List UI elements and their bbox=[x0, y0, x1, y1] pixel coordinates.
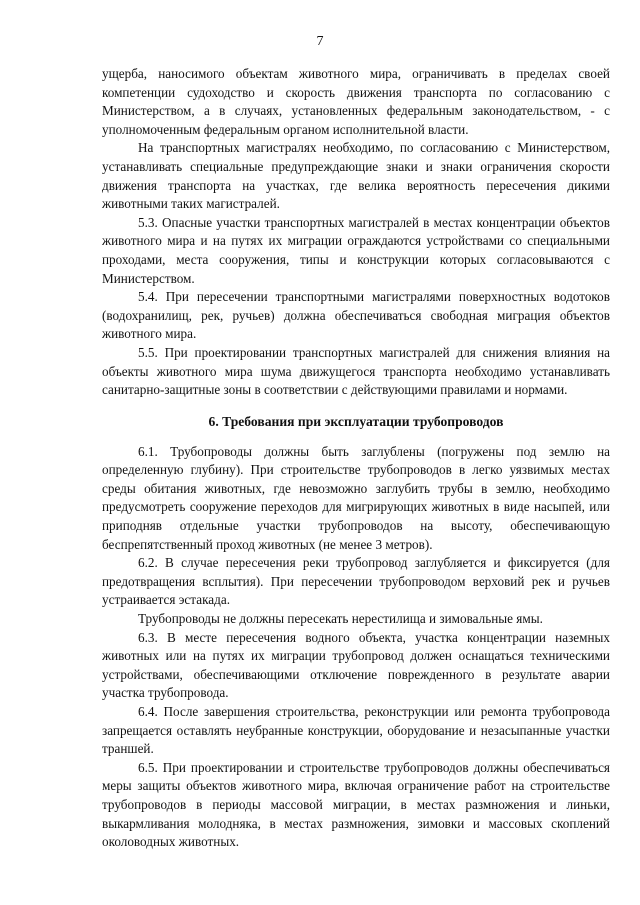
paragraph-6-2: 6.2. В случае пересечения реки трубопровод заглубляется и фиксируется (для предотвращения всплытия). При пересечении трубопроводом верховий рек и ручьев устраивается эстакада. bbox=[102, 555, 610, 608]
paragraph-5-3: 5.3. Опасные участки транспортных магистралей в местах концентрации объектов животного мира и на путях их миграции ограждаются устройствами со специальными проходами, места сооружения, типы и конструкции которых согласовываются с Министерством. bbox=[102, 214, 610, 286]
paragraph-warning-signs: На транспортных магистралях необходимо, по согласованию с Министерством, устанавливать специальные предупреждающие знаки и знаки ограничения скорости движения транспорта на участках, где велика вероятность пересечения дикими животными таких магистралей. bbox=[102, 140, 610, 212]
paragraph-continuation: ущерба, наносимого объектам животного мира, ограничивать в пределах своей компетенции судоходство и скорость движения транспорта по согласованию с Министерством, а в случаях, установленных федеральным законодательством, - с уполномоченным федеральным органом исполнительной власти. bbox=[102, 66, 610, 137]
document-body bbox=[102, 65, 610, 852]
paragraph-spawning: Трубопроводы не должны пересекать нерестилища и зимовальные ямы. bbox=[138, 611, 543, 627]
paragraph-6-4: 6.4. После завершения строительства, реконструкции или ремонта трубопровода запрещается оставлять неубранные конструкции, оборудование и незасыпанные участки траншей. bbox=[102, 704, 610, 757]
paragraph-5-4: 5.4. При пересечении транспортными магистралями поверхностных водотоков (водохранилищ, рек, ручьев) должна обеспечиваться свободная миграция объектов животного мира. bbox=[102, 289, 610, 342]
section-heading: 6. Требования при эксплуатации трубопроводов bbox=[208, 413, 504, 429]
paragraph-6-1: 6.1. Трубопроводы должны быть заглублены (погружены под землю на определенную глубину). При строительстве трубопроводов в легко уязвимых местах среды обитания животных, где невозможно заглубить трубы в землю, необходимо предусмотреть сооружение переходов для мигрирующих животных в виде насыпей, или приподняв отдельные участки трубопроводов на высоту, обеспечивающую беспрепятственный проход животных (не менее 3 метров). bbox=[102, 443, 610, 552]
paragraph-6-5: 6.5. При проектировании и строительстве трубопроводов должны обеспечиваться меры защиты объектов животного мира, включая ограничение работ на строительстве трубопроводов в периоды массовой миграции, в местах размножения и линьки, выкармливания молодняка, в местах размножения, зимовки и массовых скоплений околоводных животных. bbox=[102, 759, 610, 850]
paragraph-5-5: 5.5. При проектировании транспортных магистралей для снижения влияния на объекты животного мира шума движущегося транспорта необходимо устанавливать санитарно-защитные зоны в соответствии с действующими правилами и нормами. bbox=[102, 344, 610, 398]
paragraph-6-3: 6.3. В месте пересечения водного объекта, участка концентрации наземных животных или на путях их миграции трубопровод должен оснащаться техническими устройствами, обеспечивающими отключение поврежденного в результате аварии участка трубопровода. bbox=[102, 629, 610, 701]
page-number: 7 bbox=[316, 34, 324, 49]
